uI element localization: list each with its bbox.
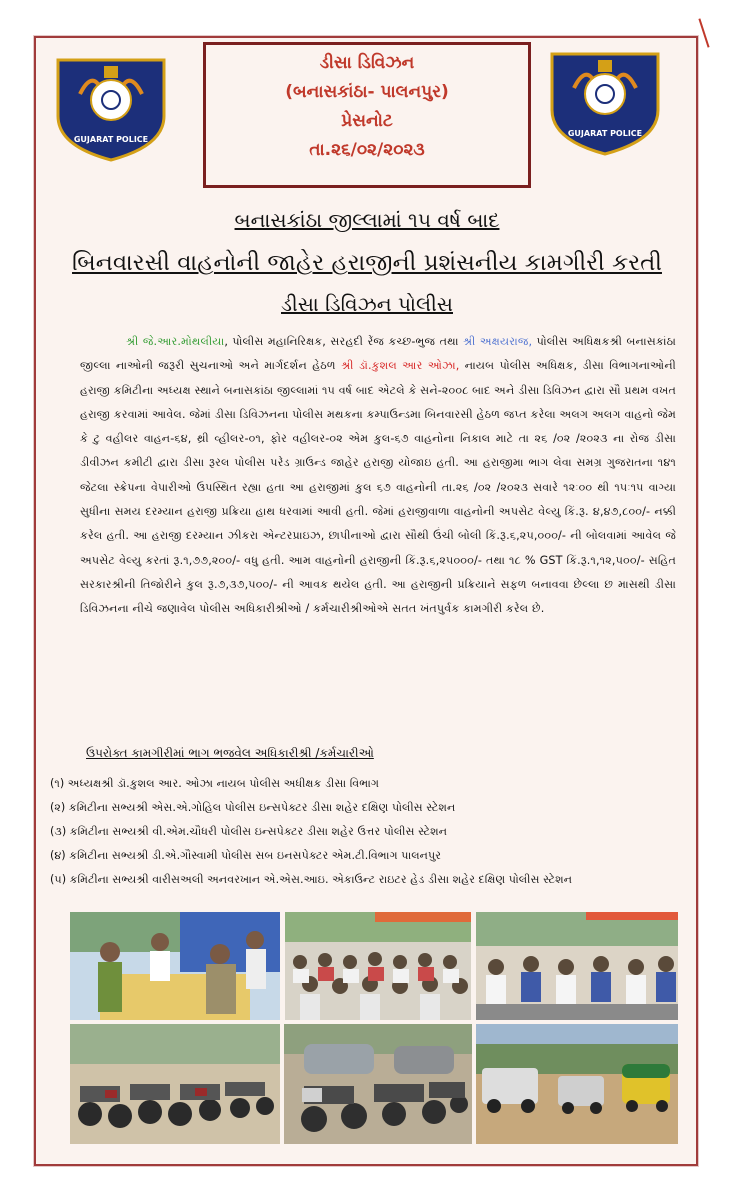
gujarat-police-emblem-left — [50, 54, 172, 162]
headline-line-1: બનાસકાંઠા જીલ્લામાં ૧૫ વર્ષ બાદ — [234, 208, 500, 232]
officer-name-dysp: શ્રી ડૉ.કુશલ આર ઓઝા, — [341, 359, 460, 373]
corner-mark — [698, 18, 709, 47]
list-item: (૫) કમિટીના સભ્યશ્રી વારીસઅલી અનવરખાન એ.એસ.આઇ. એકાઉન્ટ રાઇટર હેડ ડીસા શહેર દક્ષિણ પોલીસ સ્ટેશન — [50, 873, 573, 886]
gujarat-police-emblem-right — [544, 48, 666, 156]
list-item: (૨) કમિટીના સભ્યશ્રી એસ.એ.ગોહિલ પોલીસ ઇન્સપેક્ટર ડીસા શહેર દક્ષિણ પોલીસ સ્ટેશન — [50, 801, 456, 814]
photo-seated-traders — [476, 912, 678, 1020]
body-text-3: નાયબ પોલીસ અધિક્ષક, ડીસા વિભાગનાઓની હરાજી કમિટીના અધ્યક્ષ સ્થાને બનાસકાંઠા જીલ્લામાં ૧૫ વર્ષ બાદ એટલે કે સને-૨૦૦૮ બાદ અને ડીસા ડિવિઝન દ્વારા સૌ પ્રથમ વખત હરાજી કરવામાં આવેલ. જેમાં ડીસા ડિવિઝનના પોલીસ મથકના કમ્પાઉન્ડમા બિનવારસી હેઠળ જપ્ત કરેલા અલગ અલગ વાહનો જેમ કે ટુ વહીલર વાહન-૬૪, થ્રી વ્હીલર-૦૧, ફોર વહીલર-૦૨ એમ કુલ-૬૭ વાહનોના નિકાલ માટે તા ૨૬ /૦૨ /૨૦૨૩ ના રોજ ડીસા ડીવીઝન કમીટી દ્વારા ડીસા રૂરલ પોલીસ પરેડ ગ્રાઉન્ડ જાહેર હરાજી યોજાઇ હતી. આ હરાજીમા ભાગ લેવા સમગ્ર ગુજરાતના ૧૪૧ જેટલા સ્ક્રેપના વેપારીઓ ઉપસ્થિત રહ્યા હતા આ હરાજીમાં કુલ ૬૭ વાહનોની તા.૨૬ /૦૨ /૨૦૨૩ સવારે ૧૨ઃ૦૦ થી ૧૫ઃ૧૫ વાગ્યા સુધીના સમય દરમ્યાન હરાજી પ્રક્રિયા હાથ ધરવામાં આવી હતી. જેમાં હરાજીવાળા વાહનોની અપસેટ વેલ્યુ કિં.રૂ. ૪,૪૭,૮૦૦/- નક્કી કરેલ હતી. આ હરાજી દરમ્યાન ઝીકરા એન્ટરપ્રાઇઝ, છાપીનાઓ દ્વારા સૌથી ઉંચી બોલી કિં.રૂ.૬,૨૫,૦૦૦/- ની બોલવામાં આવેલ જે અપસેટ વેલ્યુ કરતાં રૂ.૧,૭૭,૨૦૦/- વધુ હતી. આમ વાહનોની હરાજીની કિં.રૂ.૬,૨૫૦૦૦/- તથા ૧૮ % GST કિં.રૂ.૧,૧૨,૫૦૦/- સહિત સરકારશ્રીની તિજોરીને કુલ રૂ.૭,૩૭,૫૦૦/- ની આવક થયેલ હતી. આ હરાજીની પ્રક્રિયાને સફળ બનાવવા છેલ્લા છ માસથી ડીસા ડિવિઝનના નીચે જણાવેલ પોલીસ અધિકારીશ્રીઓ / કર્મચારીશ્રીઓએ સતત ખંતપુર્વક કામગીરી કરેલ છે. — [80, 359, 676, 616]
photo-seized-motorcycles — [70, 1024, 280, 1144]
division-name: ડીસા ડિવિઝન — [319, 53, 415, 73]
press-note-label: પ્રેસનોટ — [341, 111, 393, 131]
body-text-2: પોલીસ અધિક્ષકશ્રી બનાસકાંઠા જીલ્લા નાઓની જરૂરી સુચનાઓ અને માર્ગદર્શન હેઠળ — [80, 335, 676, 373]
headline-line-3: ડીસા ડિવિઝન પોલીસ — [281, 292, 453, 316]
officer-name-sp: શ્રી અક્ષયરાજ, — [463, 335, 533, 348]
photo-crowd-bidders — [285, 912, 471, 1020]
members-heading: ઉપરોક્ત કામગીરીમાં ભાગ ભજવેલ અધિકારીશ્રી /કર્મચારીઓ — [86, 746, 374, 760]
list-item: (૧) અધ્યક્ષશ્રી ડૉ.કુશલ આર. ઓઝા નાયબ પોલીસ અધીક્ષક ડીસા વિભાગ — [50, 777, 380, 790]
members-list — [50, 772, 690, 892]
list-item: (૪) કમિટીના સભ્યશ્રી ડી.એ.ગૌસ્વામી પોલીસ સબ ઇનસપેક્ટર એમ.ટી.વિભાગ પાલનપુર — [50, 849, 442, 862]
emblem-left-caption: GUJARAT POLICE — [73, 135, 149, 144]
district-name: (બનાસકાંઠા- પાલનપુર) — [285, 82, 449, 102]
photo-officers-at-table — [70, 912, 280, 1020]
press-note-date: તા.૨૬/૦૨/૨૦૨૩ — [309, 140, 425, 160]
officer-name-igp: શ્રી જે.આર.મોથલીયા — [126, 335, 225, 348]
photo-cars-and-rickshaw — [476, 1024, 678, 1144]
division-title-box — [203, 42, 531, 188]
photo-scrap-vehicles — [284, 1024, 472, 1144]
list-item: (૩) કમિટીના સભ્યશ્રી વી.એમ.ચૌધરી પોલીસ ઇન્સપેક્ટર ડીસા શહેર ઉત્તર પોલીસ સ્ટેશન — [50, 825, 448, 838]
emblem-right-caption: GUJARAT POLICE — [567, 129, 643, 138]
headline-line-2: બિનવારસી વાહનોની જાહેર હરાજીની પ્રશંસનીય કામગીરી કરતી — [72, 250, 662, 276]
body-paragraph — [80, 330, 676, 622]
body-text-1: , પોલીસ મહાનિરિક્ષક, સરહદી રેંજ કચ્છ-ભુજ તથા — [224, 335, 463, 348]
